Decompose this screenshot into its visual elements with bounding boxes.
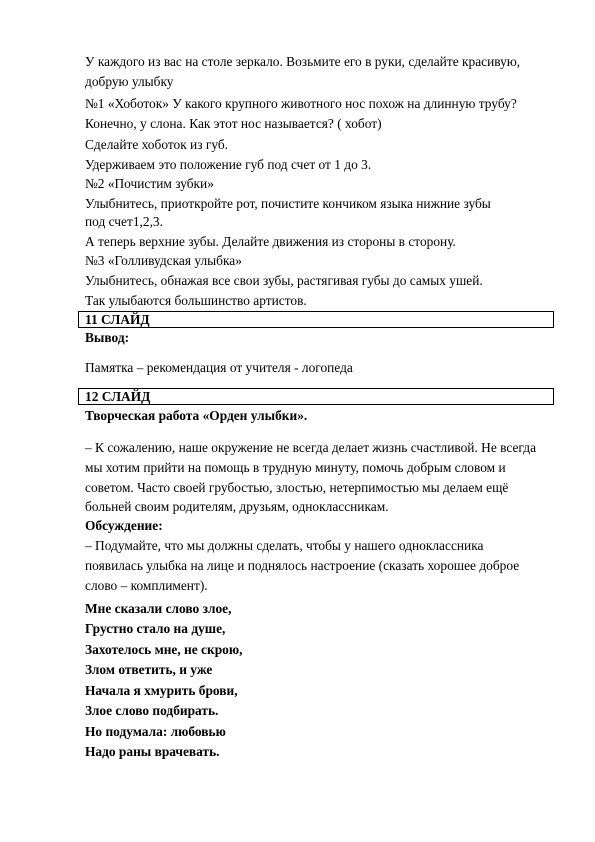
paragraph-line: слово – комплимент). <box>85 578 208 593</box>
text-line: №3 «Голливудская улыбка» <box>85 253 242 268</box>
poem-line: Начала я хмурить брови, <box>85 683 238 698</box>
paragraph-line: появилась улыбка на лице и поднялось настроение (сказать хорошее доброе <box>85 558 520 573</box>
poem-line: Но подумала: любовью <box>85 724 226 739</box>
text-line: Улыбнитесь, обнажая все свои зубы, растягивая губы до самых ушей. <box>85 273 483 288</box>
text-line: Так улыбаются большинство артистов. <box>85 293 307 308</box>
poem-line: Грустно стало на душе, <box>85 621 226 636</box>
memo-text: Памятка – рекомендация от учителя - логопеда <box>85 360 353 375</box>
slide-11-heading: 11 СЛАЙД <box>85 312 150 327</box>
poem-line: Злое слово подбирать. <box>85 703 219 718</box>
discussion-label: Обсуждение: <box>85 518 163 533</box>
text-line: А теперь верхние зубы. Делайте движения из стороны в сторону. <box>85 234 456 249</box>
paragraph-line: больней своим родителям, друзьям, одноклассникам. <box>85 499 389 514</box>
poem-line: Надо раны врачевать. <box>85 744 220 759</box>
text-line: №1 «Хоботок» У какого крупного животного нос похож на длинную трубу? <box>85 96 517 111</box>
text-line: Конечно, у слона. Как этот нос называется? ( хобот) <box>85 116 382 131</box>
paragraph-line: мы хотим прийти на помощь в трудную минуту, помочь добрым словом и <box>85 460 506 475</box>
text-line: Удерживаем это положение губ под счет от 1 до 3. <box>85 157 372 172</box>
slide-11-heading-box <box>78 311 554 328</box>
text-line: У каждого из вас на столе зеркало. Возьмите его в руки, сделайте красивую, <box>85 54 521 69</box>
text-line: Сделайте хоботок из губ. <box>85 137 229 152</box>
text-line: добрую улыбку <box>85 74 174 89</box>
paragraph-line: – Подумайте, что мы должны сделать, чтобы у нашего одноклассника <box>85 538 484 553</box>
text-line: №2 «Почистим зубки» <box>85 176 214 191</box>
paragraph-line: советом. Часто своей грубостью, злостью, нетерпимостью мы делаем ещё <box>85 480 509 495</box>
poem-line: Захотелось мне, не скрою, <box>85 642 243 657</box>
conclusion-label: Вывод: <box>85 330 130 345</box>
task-title: Творческая работа «Орден улыбки». <box>85 408 308 423</box>
paragraph-line: – К сожалению, наше окружение не всегда делает жизнь счастливой. Не всегда <box>85 440 537 455</box>
poem-line: Злом ответить, и уже <box>85 662 213 677</box>
poem-line: Мне сказали слово злое, <box>85 601 232 616</box>
text-line: Улыбнитесь, приоткройте рот, почистите кончиком языка нижние зубы <box>85 196 491 211</box>
slide-12-heading: 12 СЛАЙД <box>85 389 151 404</box>
text-line: под счет1,2,3. <box>85 214 163 229</box>
slide-12-heading-box <box>78 388 554 405</box>
